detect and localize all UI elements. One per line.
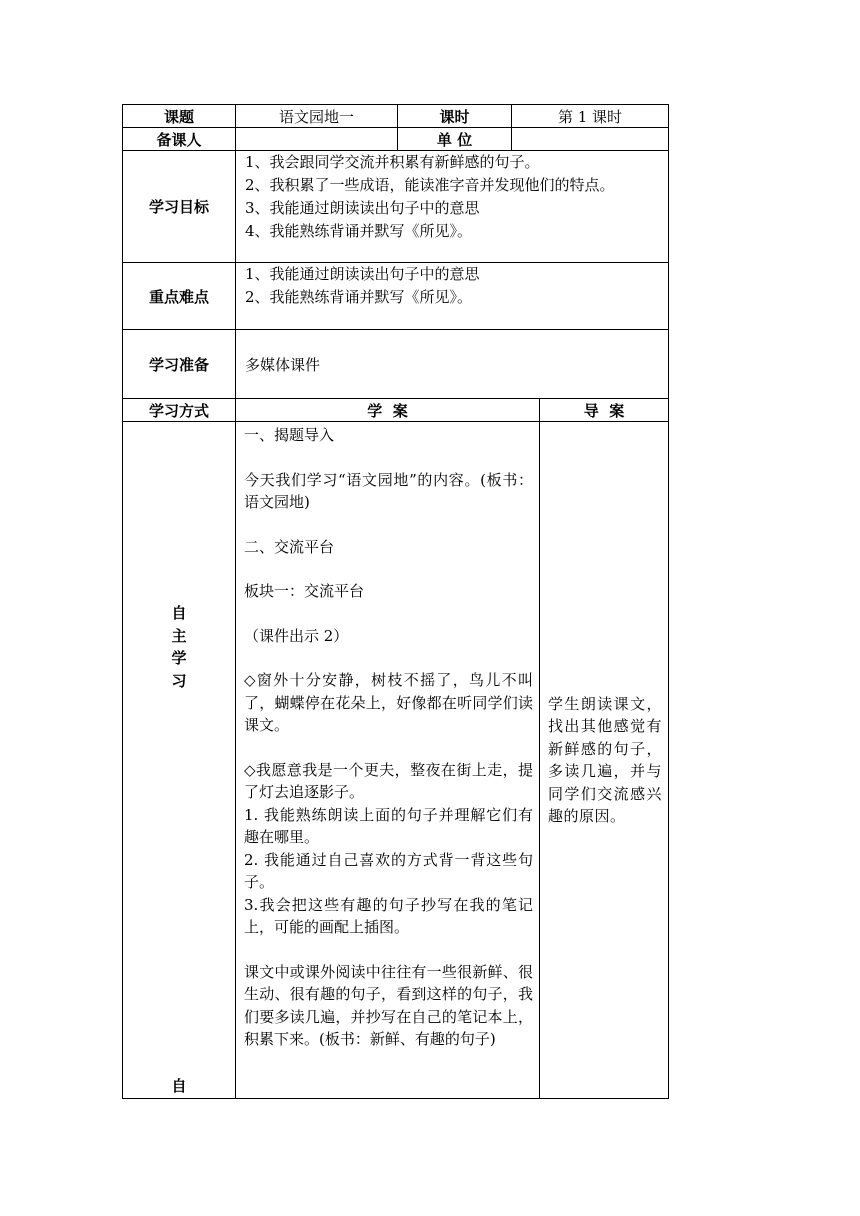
- topic-row: [123, 105, 669, 128]
- preparer-row: [123, 128, 669, 151]
- unit-value: [512, 128, 669, 151]
- plan-paragraph: 1. 我能熟练朗读上面的句子并理解它们有趣在哪里。: [244, 805, 533, 846]
- study-plan-content: [236, 422, 540, 1099]
- goals-label: 学习目标: [123, 151, 236, 263]
- period-value: 第 1 课时: [512, 105, 669, 128]
- self-study-label: 自 主 学 习: [171, 604, 187, 690]
- preparation-value: 多媒体课件: [236, 330, 669, 399]
- preparer-label: 备课人: [123, 128, 236, 151]
- plan-paragraph: 2. 我能通过自己喜欢的方式背一背这些句子。: [244, 850, 533, 891]
- plan-paragraph: 板块一：交流平台: [244, 582, 365, 600]
- continued-label: 自: [171, 1077, 187, 1095]
- goal-item: 2、我积累了一些成语，能读准字音并发现他们的特点。: [245, 176, 615, 194]
- period-label: 课时: [398, 105, 512, 128]
- self-study-row: [123, 422, 669, 1099]
- plan-paragraph: 今天我们学习“语文园地”的内容。(板书：语文园地): [244, 470, 533, 511]
- preparation-row: [123, 330, 669, 399]
- goal-item: 4、我能熟练背诵并默写《所见》。: [245, 222, 473, 240]
- unit-label: 单 位: [398, 128, 512, 151]
- topic-value: 语文园地一: [236, 105, 398, 128]
- goals-list: [236, 151, 669, 263]
- lesson-plan-table: [122, 104, 669, 1099]
- plan-paragraph: （课件出示 2）: [244, 626, 349, 645]
- plan-paragraph: 3.我会把这些有趣的句子抄写在我的笔记上，可能的画配上插图。: [244, 895, 533, 936]
- key-point-item: 1、我能通过朗读读出句子中的意思: [245, 265, 480, 283]
- key-points-list: [236, 263, 669, 330]
- plan-paragraph: 二、交流平台: [244, 537, 335, 556]
- goal-item: 1、我会跟同学交流并积累有新鲜感的句子。: [245, 153, 540, 171]
- plan-paragraph: 课文中或课外阅读中往往有一些很新鲜、很生动、很有趣的句子，看到这样的句子，我们要多读几遍，并抄写在自己的笔记本上，积累下来。(板书：新鲜、有趣的句子): [244, 962, 533, 1048]
- plan-paragraph: ◇窗外十分安静，树枝不摇了，鸟儿不叫了，蝴蝶停在花朵上，好像都在听同学们读课文。: [244, 671, 533, 734]
- plan-paragraph: 一、揭题导入: [244, 426, 335, 444]
- self-study-label-cell: [123, 422, 236, 1099]
- goal-item: 3、我能通过朗读读出句子中的意思: [245, 199, 480, 217]
- plan-column-header: 学 案: [236, 399, 540, 422]
- method-label: 学习方式: [123, 399, 236, 422]
- goals-row: [123, 151, 669, 263]
- preparer-value: [236, 128, 398, 151]
- key-point-item: 2、我能熟练背诵并默写《所见》。: [245, 288, 473, 306]
- plan-paragraph: ◇我愿意我是一个更夫，整夜在街上走，提了灯去追逐影子。: [244, 760, 533, 801]
- guide-column-header: 导 案: [540, 399, 669, 422]
- key-points-row: [123, 263, 669, 330]
- guide-text: 学生朗读课文，找出其他感觉有新鲜感的句子，多读几遍，并与同学们交流感兴趣的原因。: [548, 694, 662, 825]
- topic-label: 课题: [123, 105, 236, 128]
- key-points-label: 重点难点: [123, 263, 236, 330]
- guide-content-cell: [540, 422, 669, 1099]
- method-header-row: [123, 399, 669, 422]
- preparation-label: 学习准备: [123, 330, 236, 399]
